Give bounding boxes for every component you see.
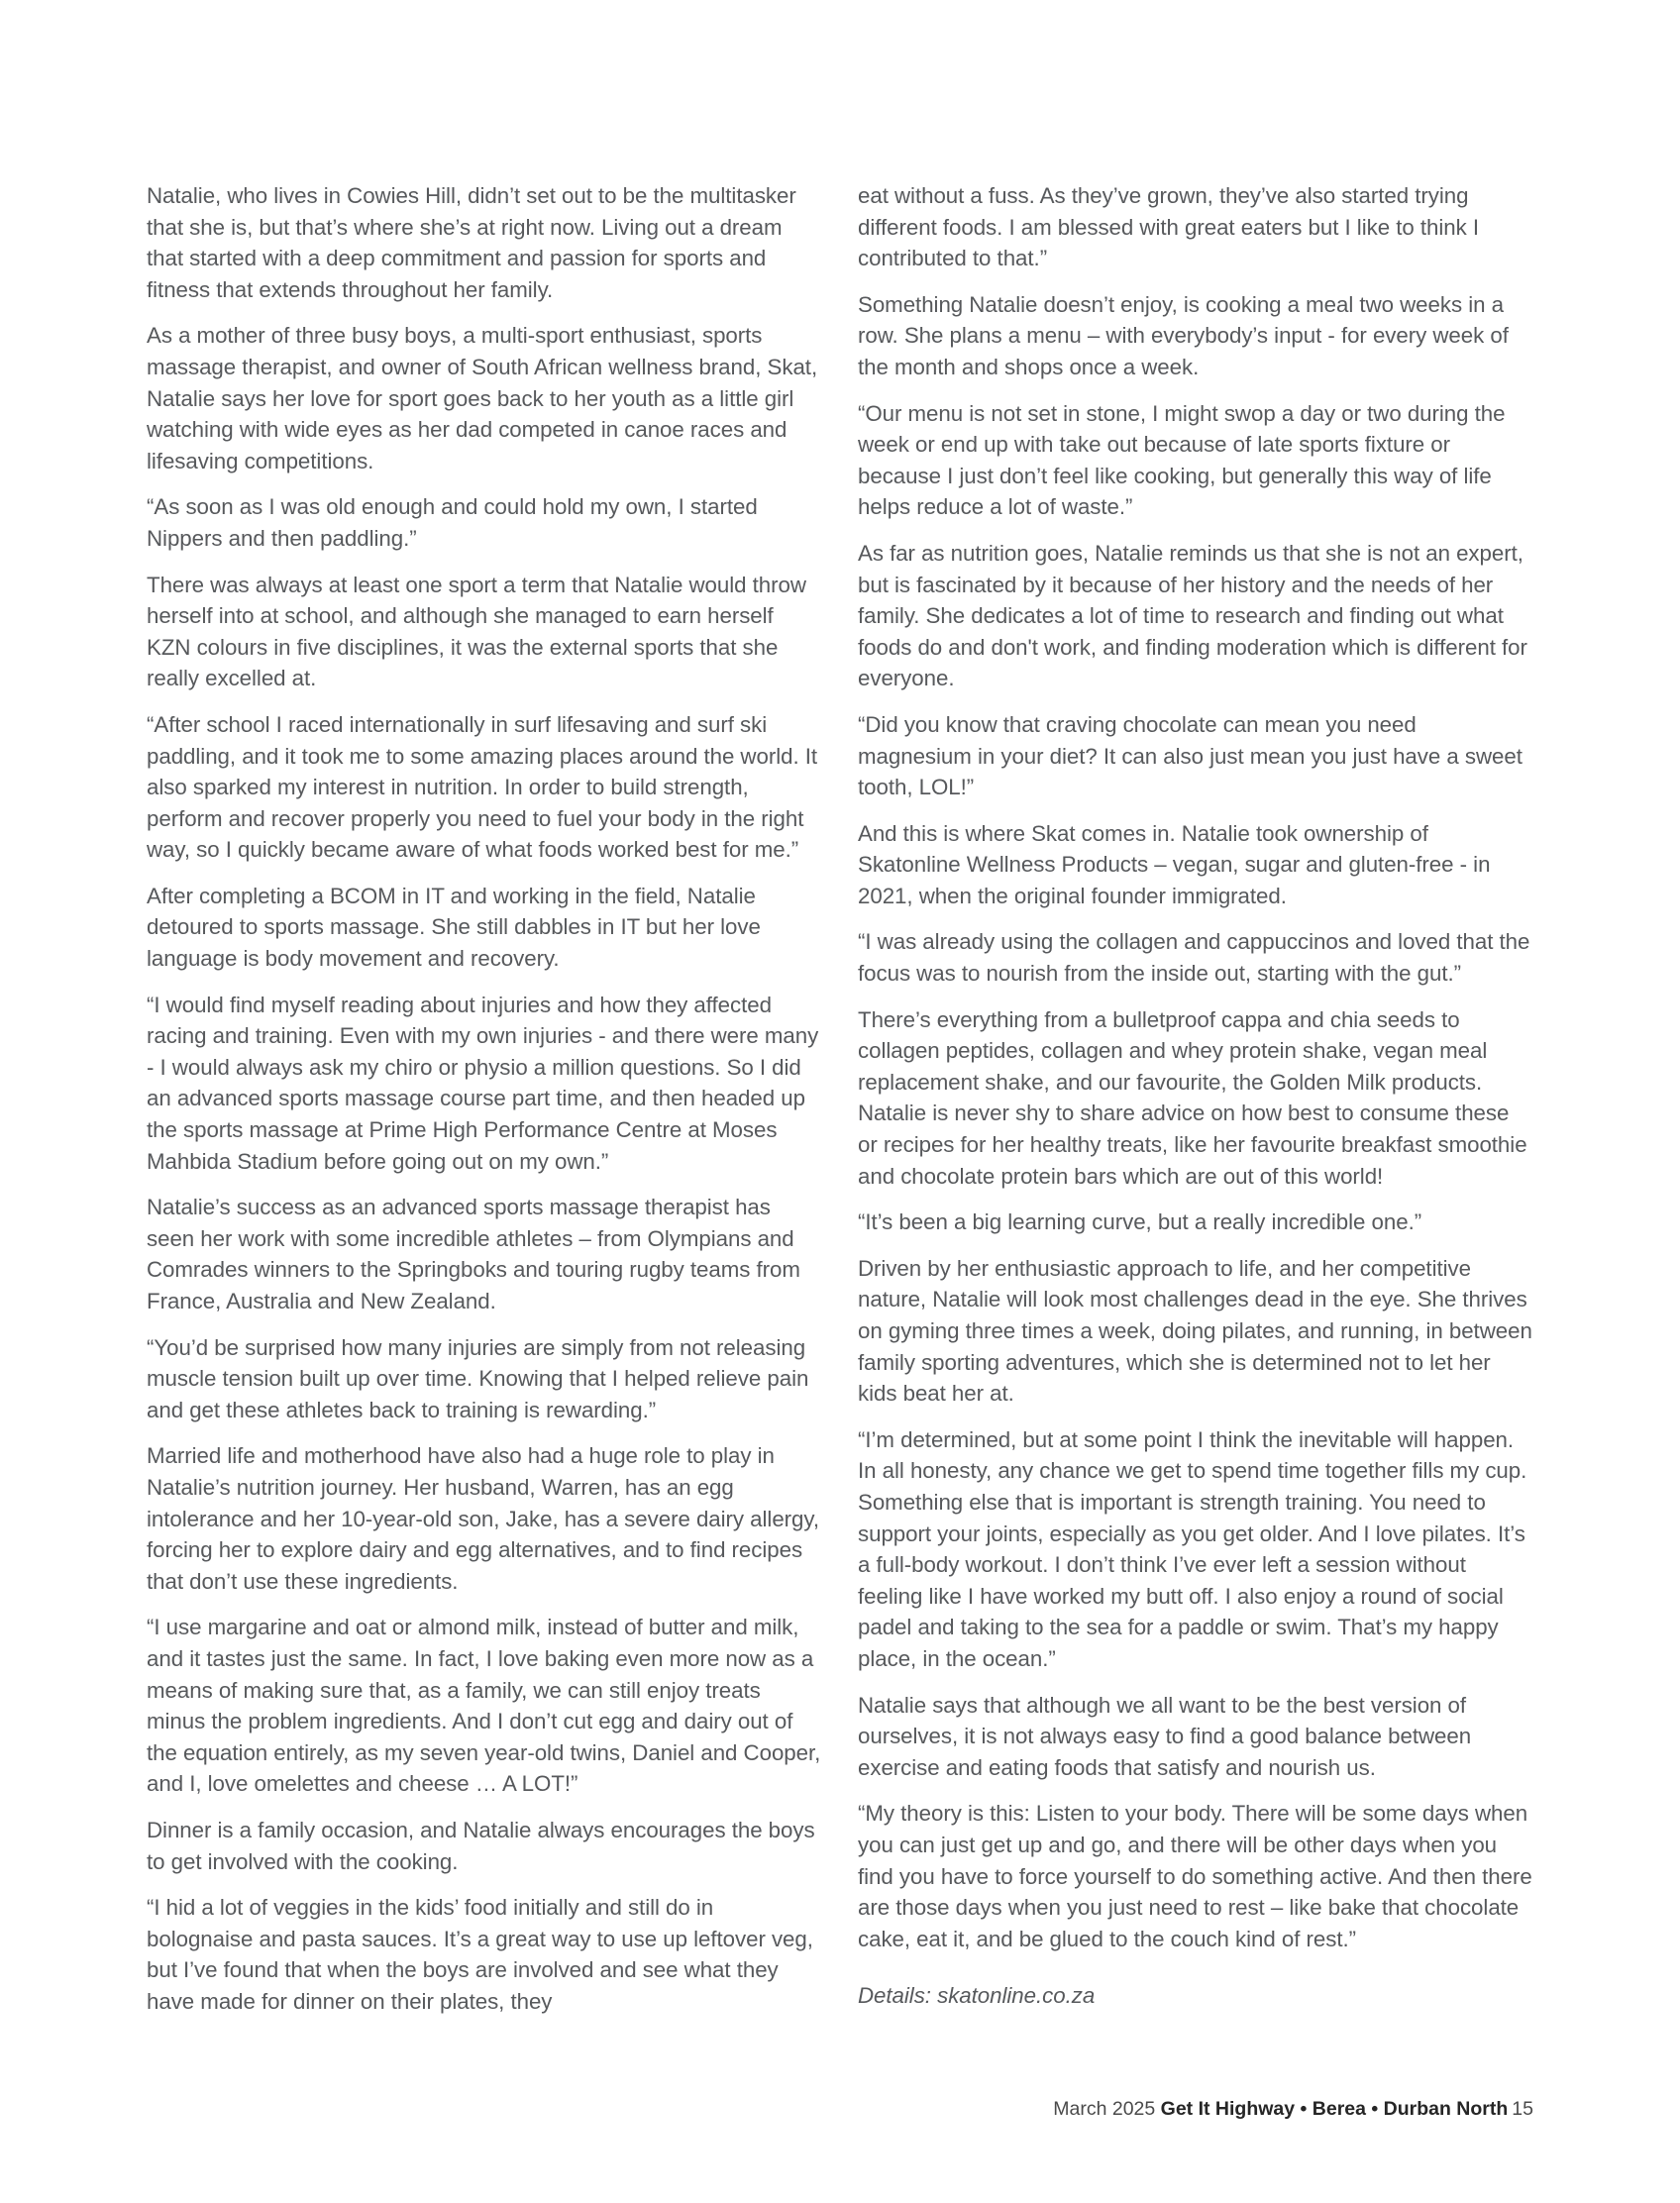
paragraph: eat without a fuss. As they’ve grown, they’ve also started trying different foods. I am blessed with great eaters but I like to think I contributed to that.” <box>858 183 1479 271</box>
footer-publication: Get It Highway • Berea • Durban North <box>1160 2098 1509 2120</box>
left-column <box>147 180 822 2032</box>
paragraph: “I hid a lot of veggies in the kids’ food initially and still do in bolognaise and pasta sauces. It’s a great way to use up leftover veg, but I’ve found that when the boys are involved and see what they have made for dinner on their plates, they <box>147 1895 813 2014</box>
paragraph: After completing a BCOM in IT and working in the field, Natalie detoured to sports massage. She still dabbles in IT but her love language is body movement and recovery. <box>147 883 761 972</box>
paragraph: Natalie’s success as an advanced sports massage therapist has seen her work with some incredible athletes – from Olympians and Comrades winners to the Springboks and touring rugby teams from France, Australia and New Zealand. <box>147 1195 800 1313</box>
footer-page-number: 15 <box>1512 2098 1533 2120</box>
paragraph: “I would find myself reading about injuries and how they affected racing and training. Even with my own injuries - and there were many - I would always ask my chiro or physio a million questions. So I did an advanced sports massage course part time, and then headed up the sports massage at Prime High Performance Centre at Moses Mahbida Stadium before going out on my own.” <box>147 992 819 1174</box>
paragraph: “Did you know that craving chocolate can mean you need magnesium in your diet? It can also just mean you just have a sweet tooth, LOL!” <box>858 711 1522 800</box>
paragraph: “You’d be surprised how many injuries are simply from not releasing muscle tension built up over time. Knowing that I helped relieve pain and get these athletes back to training is rewarding.” <box>147 1334 809 1422</box>
paragraph: Natalie, who lives in Cowies Hill, didn’t set out to be the multitasker that she is, but that’s where she’s at right now. Living out a dream that started with a deep commitment and passion for sports and fitness that extends throughout her family. <box>147 183 796 302</box>
paragraph: “It’s been a big learning curve, but a really incredible one.” <box>858 1209 1422 1235</box>
paragraph: “I’m determined, but at some point I think the inevitable will happen. In all honesty, any chance we get to spend time together fills my cup. Something else that is important is strength training. You need to support your joints, especially as you get older. And I love pilates. It’s a full-body workout. I don’t think I’ve ever left a session without feeling like I have worked my butt off. I also enjoy a round of social padel and taking to the sea for a paddle or swim. That’s my happy place, in the ocean.” <box>858 1426 1527 1671</box>
paragraph: There was always at least one sport a term that Natalie would throw herself into at school, and although she managed to earn herself KZN colours in five disciplines, it was the external sports that she really excelled at. <box>147 572 806 691</box>
paragraph: Married life and motherhood have also had a huge role to play in Natalie’s nutrition journey. Her husband, Warren, has an egg intolerance and her 10-year-old son, Jake, has a severe dairy allergy, forcing her to explore dairy and egg alternatives, and to find recipes that don’t use these ingredients. <box>147 1443 819 1594</box>
paragraph: And this is where Skat comes in. Natalie took ownership of Skatonline Wellness Products – vegan, sugar and gluten-free - in 2021, when the original founder immigrated. <box>858 820 1491 908</box>
right-column <box>858 180 1533 2027</box>
paragraph: “I was already using the collagen and cappuccinos and loved that the focus was to nourish from the inside out, starting with the gut.” <box>858 929 1530 987</box>
paragraph: “I use margarine and oat or almond milk, instead of butter and milk, and it tastes just the same. In fact, I love baking even more now as a means of making sure that, as a family, we can still enjoy treats minus the problem ingredients. And I don’t cut egg and dairy out of the equation entirely, as my seven year-old twins, Daniel and Cooper, and I, love omelettes and cheese … A LOT!” <box>147 1615 821 1797</box>
paragraph: Something Natalie doesn’t enjoy, is cooking a meal two weeks in a row. She plans a menu – with everybody’s input - for every week of the month and shops once a week. <box>858 291 1509 379</box>
paragraph: As far as nutrition goes, Natalie reminds us that she is not an expert, but is fascinated by it because of her history and the needs of her family. She dedicates a lot of time to research and finding out what foods do and don't work, and finding moderation which is different for everyone. <box>858 540 1527 691</box>
paragraph: Dinner is a family occasion, and Natalie always encourages the boys to get involved with the cooking. <box>147 1817 815 1874</box>
paragraph: Natalie says that although we all want to be the best version of ourselves, it is not always easy to find a good balance between exercise and eating foods that satisfy and nourish us. <box>858 1692 1472 1780</box>
page-footer <box>1053 2097 1533 2121</box>
article-body <box>147 180 1533 2032</box>
paragraph: As a mother of three busy boys, a multi-sport enthusiast, sports massage therapist, and owner of South African wellness brand, Skat, Natalie says her love for sport goes back to her youth as a little girl watching with wide eyes as her dad competed in canoe races and lifesaving competitions. <box>147 323 818 473</box>
paragraph: “My theory is this: Listen to your body. There will be some days when you can just get up and go, and there will be other days when you find you have to force yourself to do something active. And then there are those days when you just need to rest – like bake that chocolate cake, eat it, and be glued to the couch kind of rest.” <box>858 1801 1532 1951</box>
paragraph: “Our menu is not set in stone, I might swop a day or two during the week or end up with take out because of late sports fixture or because I just don’t feel like cooking, but generally this way of life helps reduce a lot of waste.” <box>858 400 1506 520</box>
paragraph: “After school I raced internationally in surf lifesaving and surf ski paddling, and it took me to some amazing places around the world. It also sparked my interest in nutrition. In order to build strength, perform and recover properly you need to fuel your body in the right way, so I quickly became aware of what foods worked best for me.” <box>147 711 818 863</box>
paragraph: Driven by her enthusiastic approach to life, and her competitive nature, Natalie will look most challenges dead in the eye. She thrives on gyming three times a week, doing pilates, and running, in between family sporting adventures, which she is determined not to let her kids beat her at. <box>858 1255 1532 1407</box>
paragraph: There’s everything from a bulletproof cappa and chia seeds to collagen peptides, collagen and whey protein shake, vegan meal replacement shake, and our favourite, the Golden Milk products. Natalie is never shy to share advice on how best to consume these or recipes for her healthy treats, like her favourite breakfast smoothie and chocolate protein bars which are out of this world! <box>858 1006 1527 1189</box>
footer-date: March 2025 <box>1053 2098 1156 2120</box>
details-line: Details: skatonline.co.za <box>858 1983 1096 2009</box>
paragraph: “As soon as I was old enough and could hold my own, I started Nippers and then paddling.” <box>147 494 758 551</box>
